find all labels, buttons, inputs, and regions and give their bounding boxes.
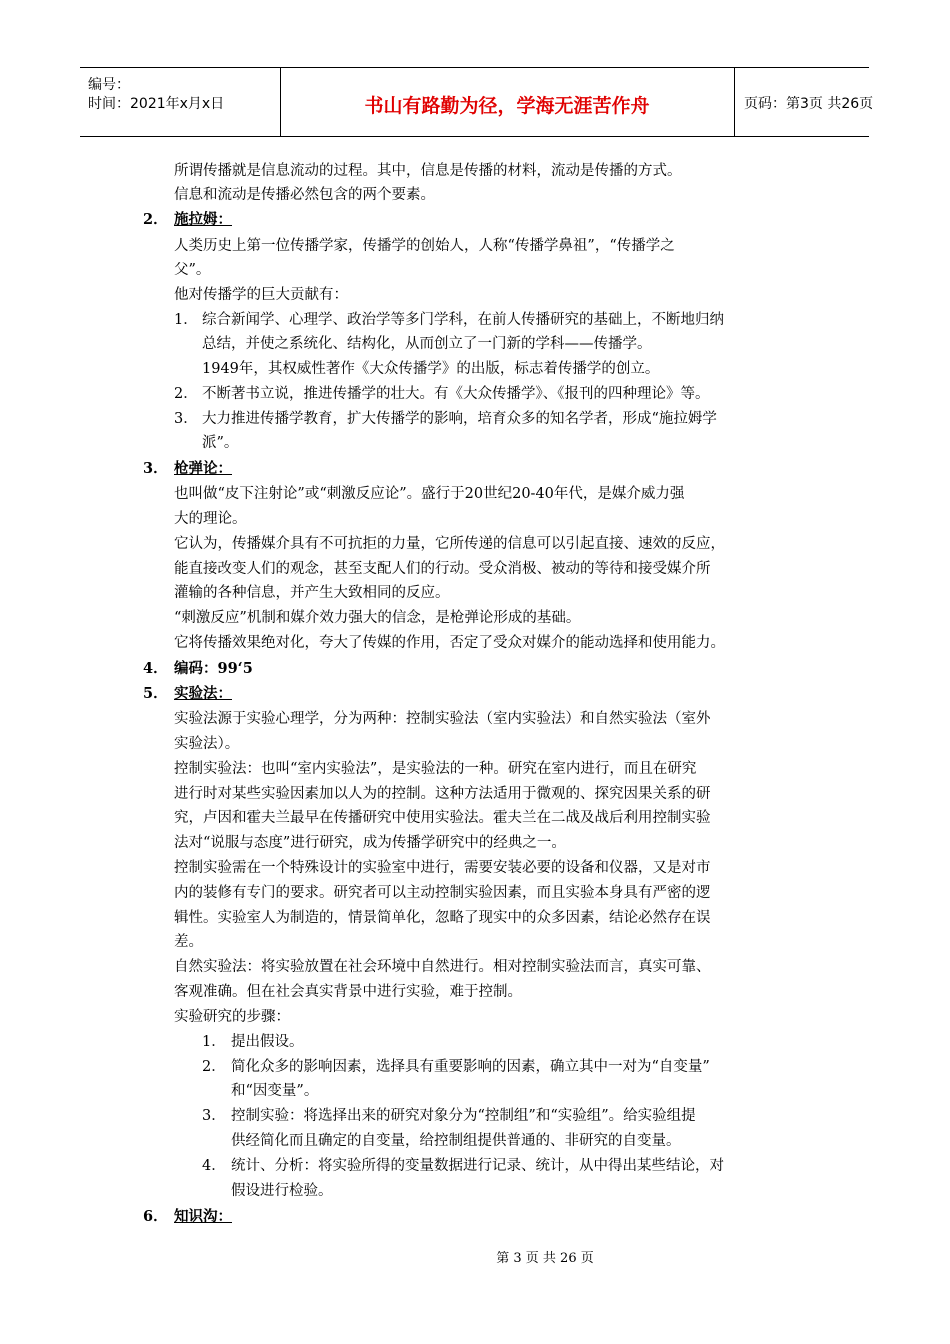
list-number: 4． [202,1158,226,1174]
list-item-line: 简化众多的影响因素，选择具有重要影响的因素，确立其中一对为“自变量” [231,1059,710,1075]
list-item-line: 1949年，其权威性著作《大众传播学》的出版，标志着传播学的创立。 [202,361,660,377]
section-title: 枪弹论： [174,460,232,477]
section-title: 施拉姆： [174,211,232,228]
list-item-line: 控制实验：将选择出来的研究对象分为“控制组”和“实验组”。给实验组提 [231,1108,696,1124]
paragraph-line: 实验法）。 [174,736,240,752]
list-item-line: 大力推进传播学教育，扩大传播学的影响，培育众多的知名学者，形成“施拉姆学 [202,411,717,427]
list-item-line: 统计、分析：将实验所得的变量数据进行记录、统计，从中得出某些结论，对 [231,1158,724,1174]
section-number: 5． [143,685,168,702]
list-number: 3． [174,411,198,427]
paragraph-line: 控制实验需在一个特殊设计的实验室中进行，需要安装必要的设备和仪器，又是对市 [174,860,711,876]
section-title: 知识沟： [174,1208,232,1225]
paragraph-line: 人类历史上第一位传播学家，传播学的创始人，人称“传播学鼻祖”，“传播学之 [174,238,675,254]
section-number: 2． [143,211,168,228]
paragraph-line: 差。 [174,934,203,950]
paragraph-line: 它将传播效果绝对化，夸大了传媒的作用，否定了受众对媒介的能动选择和使用能力。 [174,635,725,651]
paragraph-line: 他对传播学的巨大贡献有： [174,287,348,303]
list-item-line: 综合新闻学、心理学、政治学等多门学科，在前人传播研究的基础上，不断地归纳 [202,312,724,328]
paragraph-line: 控制实验法：也叫“室内实验法”，是实验法的一种。研究在室内进行，而且在研究 [174,761,697,777]
section-title: 实验法： [174,685,232,702]
list-number: 1． [202,1034,226,1050]
list-number: 3． [202,1108,226,1124]
paragraph-line: 自然实验法：将实验放置在社会环境中自然进行。相对控制实验法而言，真实可靠、 [174,959,711,975]
intro-line: 所谓传播就是信息流动的过程。其中，信息是传播的材料，流动是传播的方式。 [174,163,682,179]
paragraph-line: 辑性。实验室人为制造的，情景简单化，忽略了现实中的众多因素，结论必然存在误 [174,910,711,926]
list-number: 1． [174,312,198,328]
section-title: 编码：99‘5 [174,660,253,677]
list-item-line: 和“因变量”。 [231,1083,319,1099]
paragraph-line: 父”。 [174,262,211,278]
paragraph-line: 它认为，传播媒介具有不可抗拒的力量，它所传递的信息可以引起直接、速效的反应， [174,536,725,552]
intro-line: 信息和流动是传播必然包含的两个要素。 [174,187,435,203]
paragraph-line: 能直接改变人们的观念，甚至支配人们的行动。受众消极、被动的等待和接受媒介所 [174,561,711,577]
section-number: 6． [143,1208,168,1225]
paragraph-line: 也叫做“皮下注射论”或“刺激反应论”。盛行于20世纪20-40年代，是媒介威力强 [174,486,685,502]
page-footer: 第 3 页 共 26 页 [496,1251,594,1266]
time-label: 时间：2021年x月x日 [88,96,225,112]
paragraph-line: 灌输的各种信息，并产生大致相同的反应。 [174,585,450,601]
paragraph-line: 内的装修有专门的要求。研究者可以主动控制实验因素，而且实验本身具有严密的逻 [174,885,711,901]
list-item-line: 提出假设。 [231,1034,304,1050]
paragraph-line: 进行时对某些实验因素加以人为的控制。这种方法适用于微观的、探究因果关系的研 [174,786,711,802]
list-number: 2． [202,1059,226,1075]
section-number: 3． [143,460,168,477]
header-page-info: 页码：第3页 共26页 [744,96,874,112]
header-motto: 书山有路勤为径，学海无涯苦作舟 [364,95,650,117]
code-label: 编号： [88,77,130,93]
list-item-line: 供经简化而且确定的自变量，给控制组提供普通的、非研究的自变量。 [231,1133,681,1149]
paragraph-line: 实验研究的步骤： [174,1009,290,1025]
list-item-line: 假设进行检验。 [231,1183,333,1199]
list-item-line: 派”。 [202,435,239,451]
list-item-line: 不断著书立说，推进传播学的壮大。有《大众传播学》、《报刊的四种理论》等。 [202,386,710,402]
paragraph-line: 究，卢因和霍夫兰最早在传播研究中使用实验法。霍夫兰在二战及战后利用控制实验 [174,810,711,826]
list-item-line: 总结，并使之系统化、结构化，从而创立了一门新的学科——传播学。 [202,336,652,352]
list-number: 2． [174,386,198,402]
paragraph-line: 客观准确。但在社会真实背景中进行实验，难于控制。 [174,984,522,1000]
paragraph-line: 大的理论。 [174,511,247,527]
paragraph-line: 法对“说服与态度”进行研究，成为传播学研究中的经典之一。 [174,835,566,851]
paragraph-line: “刺激反应”机制和媒介效力强大的信念，是枪弹论形成的基础。 [174,610,581,626]
paragraph-line: 实验法源于实验心理学，分为两种：控制实验法（室内实验法）和自然实验法（室外 [174,711,711,727]
section-number: 4． [143,660,168,677]
